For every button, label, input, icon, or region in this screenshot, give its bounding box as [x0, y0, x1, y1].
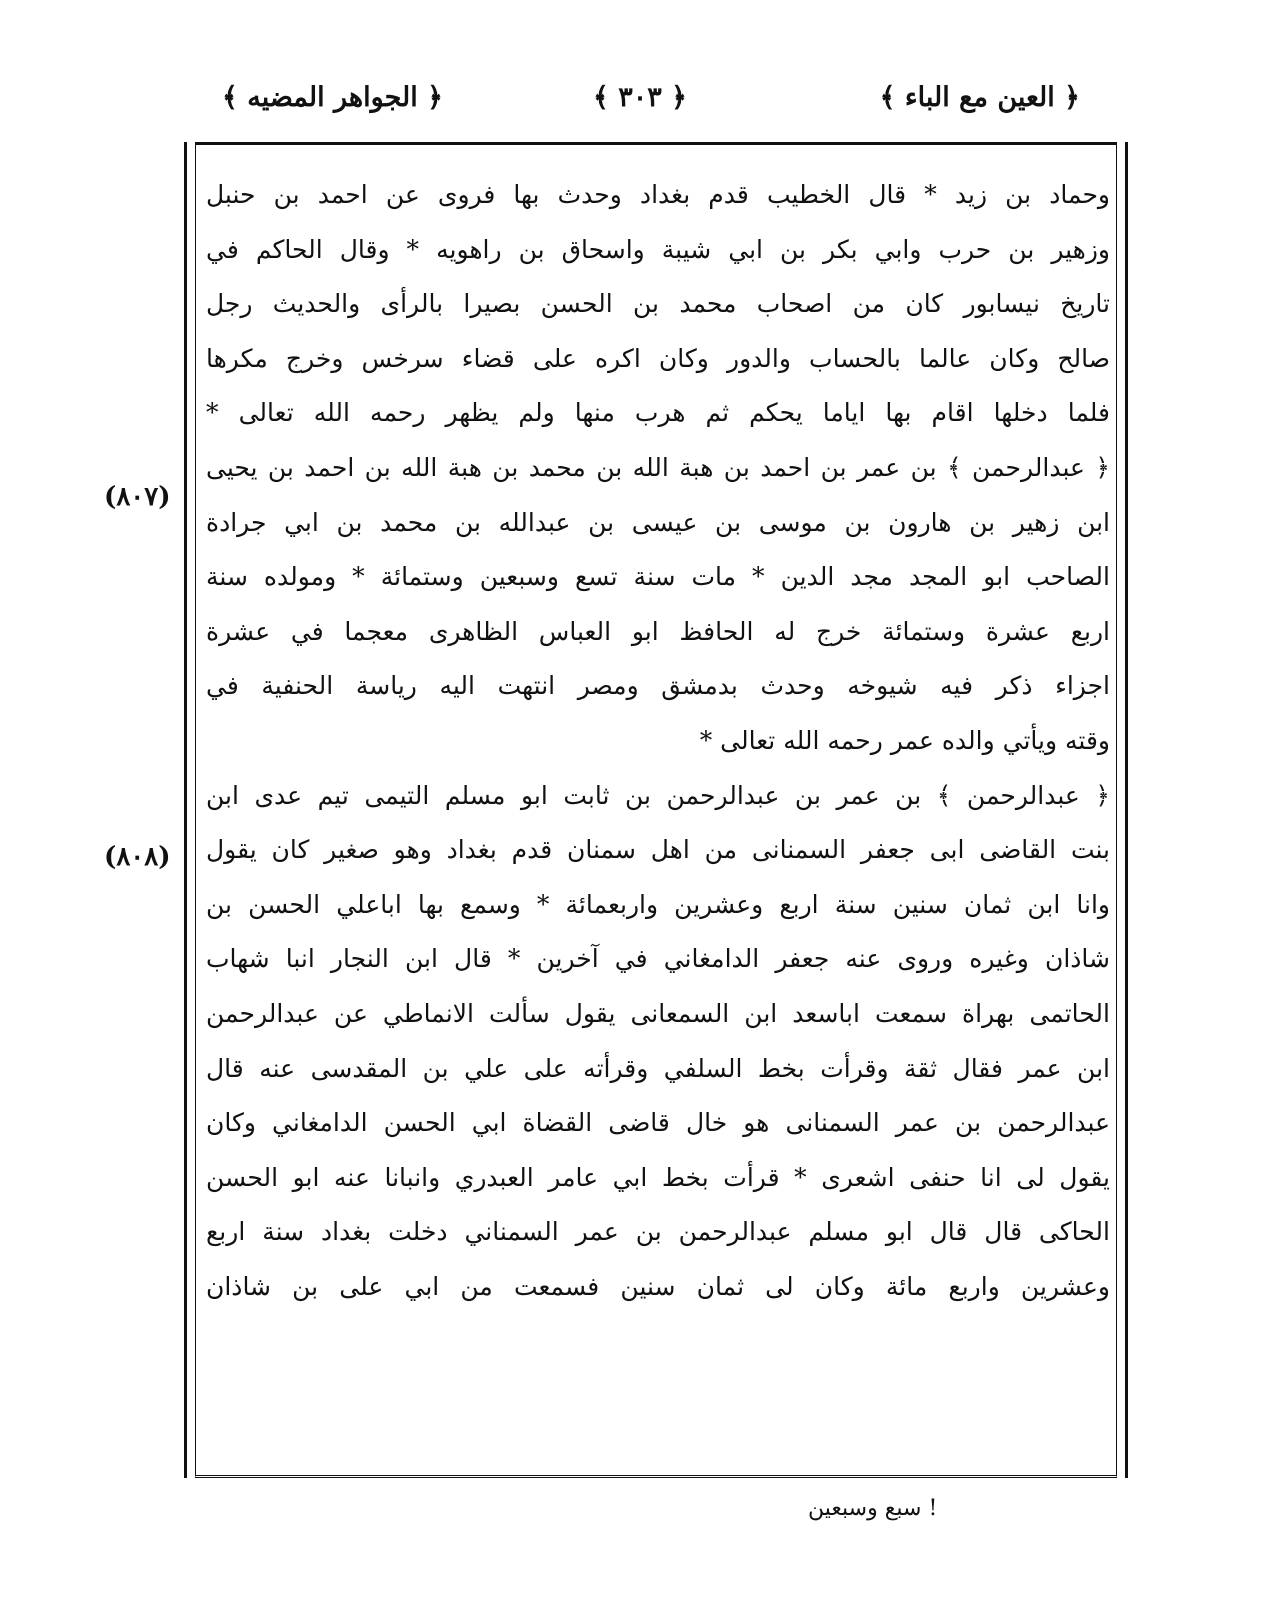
header-chapter-title: ﴿ العين مع الباء ﴾: [879, 82, 1080, 113]
text-line: ﴿ عبدالرحمن ﴾ بن عمر بن عبدالرحمن بن ثابت ابو مسلم التيمى تيم عدى ابن: [206, 780, 1110, 810]
text-line: اربع عشرة وستمائة خرج له الحافظ ابو العباس الظاهرى معجما في عشرة: [206, 616, 1110, 646]
text-line: الحاكى قال قال ابو مسلم عبدالرحمن بن عمر السمناني دخلت بغداد سنة اربع: [206, 1217, 1110, 1247]
text-line: ابن عمر فقال ثقة وقرأت بخط السلفي وقرأته على علي بن المقدسى عنه قال: [206, 1053, 1110, 1083]
text-line: شاذان وغيره وروى عنه جعفر الدامغاني في آخرين * قال ابن النجار انبا شهاب: [206, 944, 1110, 974]
text-line: اجزاء ذكر فيه شيوخه وحدث بدمشق ومصر انتهت اليه رياسة الحنفية في: [206, 671, 1110, 701]
text-line: تاريخ نيسابور كان من اصحاب محمد بن الحسن بصيرا بالرأى والحديث رجل: [206, 289, 1110, 319]
text-line: ابن زهير بن هارون بن موسى بن عيسى بن عبدالله بن محمد بن ابي جرادة: [206, 507, 1110, 537]
text-line: فلما دخلها اقام بها اياما يحكم ثم هرب منها ولم يظهر رحمه الله تعالى *: [206, 398, 1110, 428]
footnote: ! سبع وسبعين: [808, 1496, 938, 1521]
text-line: وزهير بن حرب وابي بكر بن ابي شيبة واسحاق بن راهويه * وقال الحاكم في: [206, 234, 1110, 264]
running-header: [200, 82, 1080, 132]
text-line: الحاتمى بهراة سمعت اباسعد ابن السمعانى يقول سألت الانماطي عن عبدالرحمن: [206, 998, 1110, 1028]
entry-number-808: (٨٠٨): [104, 842, 171, 872]
text-line: وانا ابن ثمان سنين سنة اربع وعشرين واربعمائة * وسمع بها اباعلي الحسن بن: [206, 889, 1110, 919]
text-line: عبدالرحمن بن عمر السمنانى هو خال قاضى القضاة ابي الحسن الدامغاني وكان: [206, 1108, 1110, 1138]
text-line: وعشرين واربع مائة وكان لى ثمان سنين فسمعت من ابي على بن شاذان: [206, 1271, 1110, 1301]
header-book-title: ﴿ الجواهر المضيه ﴾: [222, 82, 443, 113]
text-line: بنت القاضى ابى جعفر السمنانى من اهل سمنان قدم بغداد وهو صغير كان يقول: [206, 835, 1110, 865]
text-line: الصاحب ابو المجد مجد الدين * مات سنة تسع وسبعين وستمائة * ومولده سنة: [206, 562, 1110, 592]
text-line: صالح وكان عالما بالحساب والدور وكان اكره على قضاء سرخس وخرج مكرها: [206, 343, 1110, 373]
text-line: وحماد بن زيد * قال الخطيب قدم بغداد وحدث بها فروى عن احمد بن حنبل: [206, 180, 1110, 209]
main-text: [206, 168, 1110, 1314]
text-line: وقته ويأتي والده عمر رحمه الله تعالى *: [699, 725, 1110, 755]
text-line: ﴿ عبدالرحمن ﴾ بن عمر بن احمد بن هبة الله بن محمد بن هبة الله بن احمد بن يحيى: [206, 452, 1110, 482]
entry-number-807: (٨٠٧): [104, 482, 171, 512]
page-number: ﴿ ٣٠٣ ﴾: [593, 82, 687, 113]
text-line: يقول لى انا حنفى اشعرى * قرأت بخط ابي عامر العبدري وانبانا عنه ابو الحسن: [206, 1162, 1110, 1192]
